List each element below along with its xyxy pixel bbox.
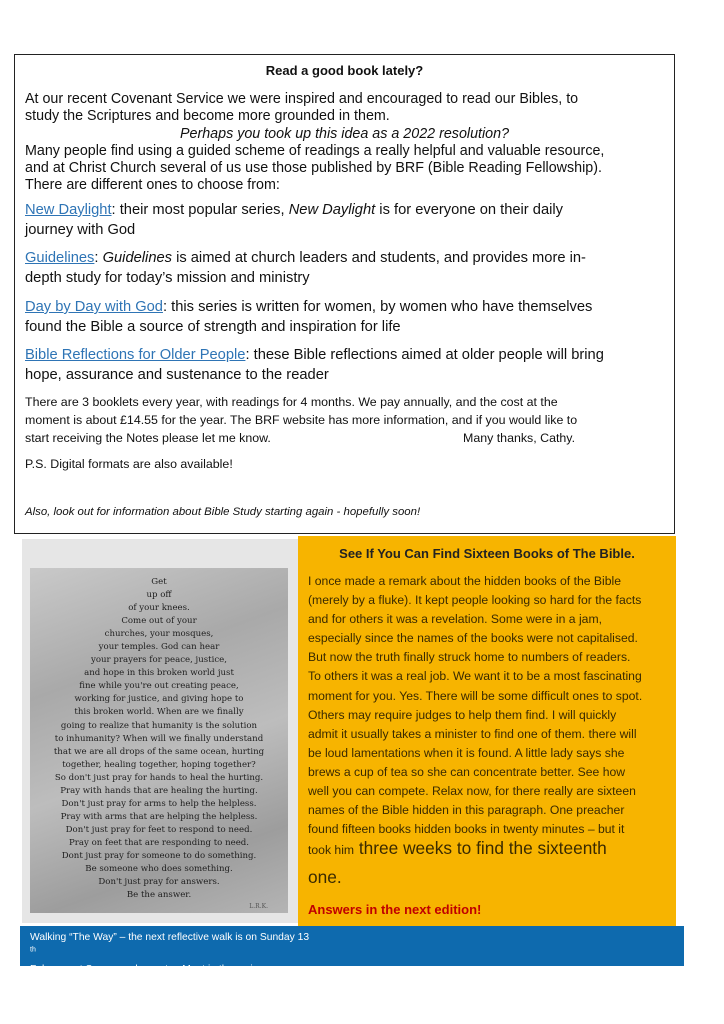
- poster-line: that we are all drops of the same ocean, hurting: [53, 746, 265, 757]
- poster-line: up off: [146, 590, 172, 601]
- walk-line-1: Walking “The Way” – the next reflective walk is on Sunday 13 $^{th}$ February at Scammonden water. Meet in the main car: [30, 932, 310, 975]
- poster-line: Come out of your: [121, 616, 197, 627]
- puzzle-big-end: one.: [308, 867, 342, 887]
- poster-line: of your knees.: [128, 603, 190, 614]
- poster-line: Be someone who does something.: [85, 864, 233, 875]
- puzzle-line: (merely by a fluke). It kept people looking so hard for the facts: [308, 593, 642, 608]
- walk-line-2: park at the top (Wood Edge car park) at 2 p.m. Please bring a flask for a drink after the walk.: [30, 980, 451, 991]
- series-day-by-day-line2: found the Bible a source of strength and inspiration for life: [25, 319, 401, 335]
- puzzle-heading: See If You Can Find Sixteen Books of The Bible.: [339, 546, 635, 561]
- series-new-daylight-line2: journey with God: [25, 222, 136, 238]
- older-people-link[interactable]: Bible Reflections for Older People: [25, 347, 246, 363]
- poster-line: Pray with arms that are helping the helpless.: [60, 811, 258, 822]
- poster-line: Don't just pray for arms to help the helpless.: [61, 798, 257, 809]
- guidelines-link[interactable]: Guidelines: [25, 250, 95, 266]
- puzzle-line: moment for you. Yes. There will be some difficult ones to spot.: [308, 688, 643, 703]
- intro-line-1: At our recent Covenant Service we were inspired and encouraged to read our Bibles, to: [25, 91, 579, 107]
- new-daylight-link[interactable]: New Daylight: [25, 202, 112, 218]
- poster-line: your prayers for peace, justice,: [90, 655, 228, 666]
- resolution-line: Perhaps you took up this idea as a 2022 resolution?: [179, 126, 510, 142]
- series-new-daylight: New Daylight: their most popular series, New Daylight is for everyone on their daily: [25, 202, 563, 218]
- poster-line: Get: [151, 577, 167, 587]
- get-up-off-your-knees-poster: [30, 568, 288, 913]
- booklets-line-1: There are 3 booklets every year, with readings for 4 months. We pay annually, and the cost at the: [25, 395, 558, 409]
- puzzle-line: admit it usually takes a minister to find one of them. there will: [308, 726, 637, 741]
- poster-line: and hope in this broken world just: [84, 668, 234, 679]
- poster-line: Dont just pray for someone to do something.: [61, 850, 257, 861]
- puzzle-line: especially since the names of the books were not capitalised.: [308, 631, 638, 646]
- poster-line: Pray with hands that are healing the hurting.: [60, 785, 258, 796]
- puzzle-line: To others it was a real job. We want it to be a most fascinating: [308, 669, 642, 684]
- series-guidelines: Guidelines: Guidelines is aimed at church leaders and students, and provides more in-: [25, 250, 586, 266]
- puzzle-body: [308, 572, 668, 839]
- poster-line: churches, your mosques,: [104, 629, 214, 640]
- poster-line: Be the answer.: [126, 890, 192, 901]
- intro-line-2: study the Scriptures and become more grounded in them.: [25, 108, 390, 124]
- booklets-line-3: start receiving the Notes please let me know.: [25, 431, 271, 445]
- guided-line-2: and at Christ Church several of us use those published by BRF (Bible Reading Fellowship).: [25, 160, 602, 176]
- poster-line: Don't just pray for feet to respond to need.: [65, 824, 253, 835]
- poster-line: this broken world. When are we finally: [74, 707, 244, 718]
- puzzle-line: I once made a remark about the hidden books of the Bible: [308, 574, 622, 588]
- poster-signature: L.R.K.: [249, 903, 268, 910]
- puzzle-line: names of the Bible hidden in this paragraph. One preacher: [308, 803, 625, 818]
- poster-line: So don't just pray for hands to heal the hurting.: [54, 772, 264, 783]
- puzzle-line: be loud lamentations when it is found. A little lady says she: [308, 745, 625, 760]
- guided-line-3: There are different ones to choose from:: [25, 177, 280, 193]
- article-heading: Read a good book lately?: [265, 63, 424, 78]
- poster-line: Don't just pray for answers.: [98, 877, 220, 888]
- poster-line: working for justice, and giving hope to: [74, 694, 244, 705]
- booklets-line-2: moment is about £14.55 for the year. The BRF website has more information, and if you would like to: [25, 413, 578, 427]
- series-day-by-day: Day by Day with God: this series is written for women, by women who have themselves: [25, 299, 593, 315]
- puzzle-line: brews a cup of tea so she can concentrate better. See how: [308, 764, 626, 779]
- poster-line: together, healing together, hoping together?: [62, 759, 256, 770]
- day-by-day-link[interactable]: Day by Day with God: [25, 299, 163, 315]
- series-guidelines-line2: depth study for today’s mission and ministry: [25, 270, 310, 286]
- poster-line: to inhumanity? When will we finally understand: [54, 733, 264, 744]
- puzzle-line: well you can compete. Relax now, for there really are sixteen: [308, 784, 636, 799]
- poster-line: going to realize that humanity is the solution: [60, 720, 258, 731]
- poster-text: [30, 576, 288, 902]
- poster-line: fine while you're out creating peace,: [79, 681, 239, 692]
- series-older-people-line2: hope, assurance and sustenance to the reader: [25, 367, 329, 383]
- signoff: Many thanks, Cathy.: [463, 431, 576, 445]
- guided-line-1: Many people find using a guided scheme of readings a really helpful and valuable resource,: [25, 143, 605, 159]
- puzzle-line: found fifteen books hidden books in twenty minutes – but it: [308, 822, 625, 837]
- series-older-people: Bible Reflections for Older People: these Bible reflections aimed at older people will bring: [25, 347, 604, 363]
- puzzle-line: and for others it was a revelation. Some were in a jam,: [308, 612, 602, 627]
- poster-line: Pray on feet that are responding to need.: [68, 837, 250, 848]
- poster-line: your temples. God can hear: [98, 642, 220, 653]
- hidden-books-puzzle-panel: [298, 536, 676, 926]
- answers-note: Answers in the next edition!: [308, 902, 482, 917]
- ps-line: P.S. Digital formats are also available!: [25, 457, 233, 471]
- book-article-box: [14, 54, 675, 534]
- puzzle-line: Others may require judges to help them find. I will quickly: [308, 707, 617, 722]
- puzzle-line: But now the truth finally struck home to numbers of readers.: [308, 650, 631, 665]
- walking-the-way-banner: [20, 926, 684, 991]
- bible-study-note: Also, look out for information about Bible Study starting again - hopefully soon!: [25, 506, 421, 518]
- puzzle-big-line: took him three weeks to find the sixteenth: [308, 838, 607, 858]
